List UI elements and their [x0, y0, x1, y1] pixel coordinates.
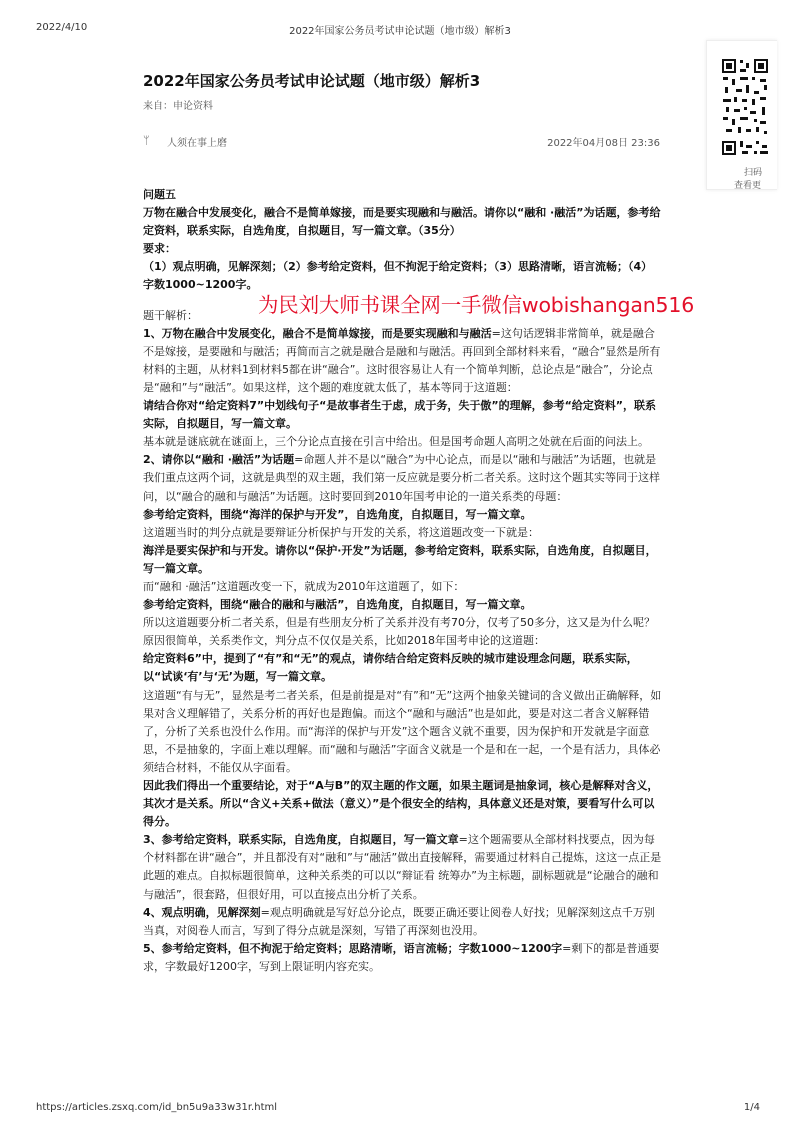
paragraph-text: =观点明确就是写好总分论点，既要正确还要让阅卷人好找；见解深刻这点千万别当真，对阅卷人而言，写到了得分点就是深刻，写错了再深刻也没用。 — [143, 905, 655, 937]
paragraph-lead: 1、万物在融合中发展变化，融合不是简单嫁接，而是要实现融和与融活 — [143, 326, 492, 340]
paragraph: 参考给定资料，围绕“融合的融和与融活”，自选角度，自拟题目，写一篇文章。 — [143, 598, 532, 612]
paragraph — [143, 904, 663, 940]
paragraph-text: =这个题需要从全部材料找要点，因为每个材料都在讲“融合”，并且都没有对“融和”与“融活”做出直接解释，需要通过材料自己提炼，这这一点正是此题的难点。自拟标题很简单，这种关系类的可以以“辩证看 统筹办”为主标题，副标题就是“论融合的融和与融活”，很套路，但很好用，可以直接点出分析了关系。 — [143, 833, 662, 901]
paragraph: 请结合你对“给定资料7”中划线句子“是故事者生于虑，成于务，失于傲”的理解，参考“给定资料”，联系实际，自拟题目，写一篇文章。 — [143, 399, 657, 431]
page-number: 1/4 — [743, 1102, 760, 1113]
paragraph: 这道题当时的判分点就是要辩证分析保护与开发的关系，将这道题改变一下就是： — [143, 525, 539, 539]
paragraph-lead: 4、观点明确，见解深刻 — [143, 905, 261, 919]
paragraph-lead: 3、参考给定资料，联系实际，自选角度，自拟题目，写一篇文章 — [143, 833, 459, 847]
paragraph: 这道题“有与无”，显然是考二者关系，但是前提是对“有”和“无”这两个抽象关键词的含义做出正确解释，如果对含义理解错了，关系分析的再好也是跑偏。而这个“融和与融活”也是如此，要是对这二者含义解释错了，分析了关系也没什么作用。而“海洋的保护与开发”这个题含义就不重要，因为保护和开发就是字面意思，不是抽象的，字面上难以理解。而“融和与融活”字面含义就是一个是和在一起，一个是有活力，具体必须结合材料，不能仅从字面看。 — [143, 688, 662, 774]
watermark-text: 为民刘大师书课全网一手微信wobishangan516 — [258, 293, 695, 317]
paragraph: 基本就是谜底就在谜面上，三个分论点直接在引言中给出。但是国考命题人高明之处就在后面的问法上。 — [143, 435, 649, 449]
paragraph — [143, 831, 663, 903]
paragraph-lead: 2、请你以“融和 ·融活”为话题 — [143, 453, 295, 467]
paragraph: 海洋是要实保护和与开发。请你以“保护·开发”为话题，参考给定资料，联系实际，自选角度，自拟题目，写一篇文章。 — [143, 543, 657, 575]
print-url: https://articles.zsxq.com/id_bn5u9a33w31r.html — [36, 1102, 278, 1113]
paragraph: 给定资料6”中，提到了“有”和“无”的观点，请你结合给定资料反映的城市建设理念问题，联系实际，以“试谈‘有’与‘无’为题，写一篇文章。 — [143, 652, 638, 684]
article-title: 2022年国家公务员考试申论试题（地市级）解析3 — [143, 72, 481, 90]
paragraph: 所以这道题要分析二者关系，但是有些朋友分析了关系并没有考70分，仅考了50多分，这又是为什么呢？原因很简单，关系类作文，判分点不仅仅是关系，比如2018年国考申论的这道题： — [143, 616, 655, 648]
paragraph-text: =剩下的都是普通要求，字数最好1200字，写到上限证明内容充实。 — [143, 941, 660, 973]
author-name[interactable]: 人须在事上磨 — [167, 138, 227, 149]
paragraph: 要求： — [143, 242, 176, 256]
paragraph: 而“融和 ·融活”这道题改变一下，就成为2010年这道题了，如下： — [143, 579, 465, 593]
article-source: 来自：申论资料 — [143, 101, 213, 112]
paragraph: 因此我们得出一个重要结论，对于“A与B”的双主题的作文题，如果主题词是抽象词，核心是解释对含义，其次才是关系。所以“含义+关系+做法（意义）”是个很安全的结构，具体意义还是对策，要看写什么可以得分。 — [143, 779, 659, 829]
qr-view-more-label[interactable]: 查看更 — [734, 181, 762, 191]
paragraph: 题干解析： — [143, 308, 198, 322]
print-header-title: 2022年国家公务员考试申论试题（地市级）解析3 — [289, 26, 511, 37]
paragraph-text: =命题人并不是以“融合”为中心论点，而是以“融和与融活”为话题，也就是我们重点这两个词，这就是典型的双主题，我们第一反应就是要分析二者关系。这时这个题其实等同于这样问，以“融合的融和与融活”为话题。这时要回到2010年国考申论的一道关系类的母题： — [143, 453, 660, 503]
paragraph: 问题五 — [143, 188, 176, 201]
paragraph-lead: 5、参考给定资料，但不拘泥于给定资料；思路清晰，语言流畅；字数1000~1200字 — [143, 941, 563, 955]
paragraph: 万物在融合中发展变化，融合不是简单嫁接，而是要实现融和与融活。请你以“融和 ·融活”为话题，参考给定资料，联系实际，自选角度，自拟题目，写一篇文章。（35分） — [143, 206, 661, 238]
print-date: 2022/4/10 — [36, 22, 88, 33]
paragraph: （1）观点明确，见解深刻；（2）参考给定资料，但不拘泥于给定资料；（3）思路清晰，语言流畅；（4）字数1000~1200字。 — [143, 260, 653, 292]
qr-scan-label: 扫码 — [744, 168, 763, 178]
paragraph-text: =这句话逻辑非常简单，就是融合不是嫁接，是要融和与融活；再简而言之就是融合是融和与融活。再回到全部材料来看，“融合”显然是所有材料的主题，从材料1到材料5都在讲“融合”。这时很容易让人有一个简单判断，总论点是“融合”，分论点是“融和”与“融活”。如果这样，这个题的难度就太低了，基本等同于这道题： — [143, 326, 661, 394]
paragraph — [143, 451, 663, 505]
paragraph — [143, 940, 663, 976]
paragraph — [143, 325, 663, 397]
paragraph: 参考给定资料，围绕“海洋的保护与开发”，自选角度，自拟题目，写一篇文章。 — [143, 507, 532, 521]
qr-code-icon[interactable] — [720, 57, 770, 157]
publish-date: 2022年04月08日 23:36 — [547, 138, 660, 149]
signature-icon: ᛘ — [143, 134, 150, 147]
